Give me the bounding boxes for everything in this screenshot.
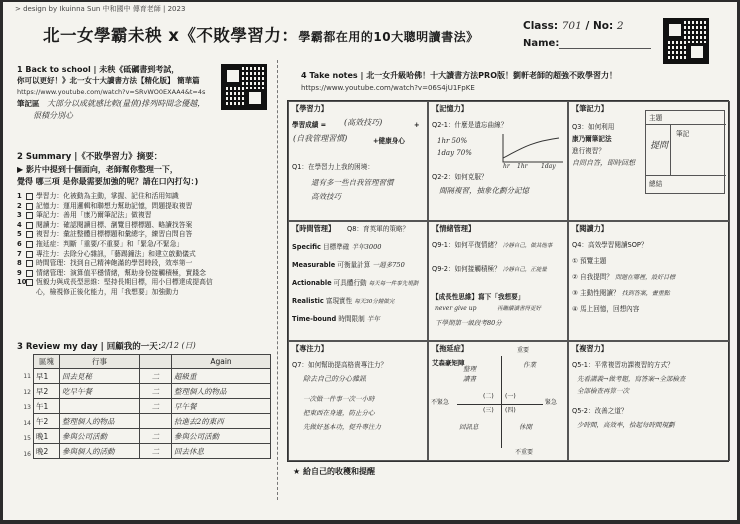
checkbox[interactable] — [26, 231, 33, 238]
checkbox[interactable] — [26, 212, 33, 219]
question: Q3：如何利用 — [572, 123, 615, 131]
cell-again[interactable]: 參與公司活動 — [172, 429, 271, 444]
smart-desc: 富現實性 — [325, 297, 353, 305]
checklist-item — [17, 202, 275, 212]
growth-handwritten-3: 再繼續讀書得更好 — [497, 306, 542, 312]
cell-mark[interactable]: 二 — [140, 399, 172, 414]
question-bold: 康乃爾筆記法 — [572, 135, 612, 143]
item-number: 5 — [17, 230, 22, 239]
item-text: 記憶力：運用邏輯和聯想力幫助記憶，問題提取複習 — [36, 201, 193, 210]
curve-note-2: 1day 70% — [437, 149, 472, 157]
cell-learning — [288, 101, 428, 221]
cell-task[interactable]: 參與個人的活動 — [60, 444, 140, 459]
notes-grid — [287, 100, 729, 462]
handwritten-note-2: 很積分別心 — [33, 111, 73, 120]
section2-title: 2 Summary |《不敗學習力》摘要： — [17, 152, 163, 162]
axis-right: 緊急 — [545, 399, 558, 406]
cornell-summary-line — [646, 175, 726, 176]
item-text: 拖延症：判斷「重要/不重要」和「緊急/不緊急」 — [36, 239, 184, 248]
section1-url: https://www.youtube.com/watch?v=SRvWO0EXAA4&t=4s — [17, 88, 206, 96]
checklist-item — [17, 192, 275, 202]
row-number: 13 — [23, 404, 31, 412]
row-number: 14 — [23, 419, 31, 427]
item-number: 2 — [17, 201, 22, 210]
question-line-2: 覺得 哪三項 是你最需要加強的呢？請在口內打勾：) — [17, 177, 199, 186]
smart-handwritten: 半年 — [366, 315, 380, 323]
qr-code-icon — [221, 64, 267, 110]
item-text: 專注力：去除分心雜訊，「藝踢鐘法」和建立啟動儀式 — [36, 249, 196, 258]
formula-health: +健康身心 — [373, 137, 405, 145]
question: Q8：育英軍的策略？ — [347, 225, 410, 233]
review-date: 2/12 (日) — [161, 341, 196, 350]
checklist-item — [17, 278, 275, 288]
cell-review — [568, 341, 730, 461]
checkbox[interactable] — [26, 279, 33, 286]
axis-top: 重要 — [517, 347, 530, 354]
quadrant-note: 作業 — [523, 361, 536, 369]
cell-block: 早1 — [34, 369, 60, 384]
page-title — [43, 22, 479, 46]
axis-left: 不緊急 — [431, 399, 450, 406]
item-number: 7 — [17, 249, 22, 258]
cornell-label: 筆記 — [676, 130, 690, 138]
cell-title: 【閱讀力】 — [572, 224, 608, 233]
table-row — [34, 429, 271, 444]
row-number: 15 — [23, 435, 31, 443]
question: Q2-1：什麼是遺忘曲線？ — [432, 121, 508, 129]
checkbox[interactable] — [26, 203, 33, 210]
smart-handwritten: 每天每一件事先規劃 — [368, 281, 419, 287]
review-table — [33, 354, 271, 459]
answer-handwritten: 把東西在身邊，防止分心 — [303, 409, 375, 417]
reading-step: 馬上回憶，回想內容 — [580, 305, 640, 313]
cell-block: 早2 — [34, 384, 60, 399]
reading-step: 預覽主題 — [580, 257, 607, 265]
growth-handwritten-2: 下學期第一級段考80分 — [435, 319, 502, 327]
quadrant-label: (三) — [483, 407, 494, 414]
cell-block: 午1 — [34, 399, 60, 414]
cell-title: 【時間管理】 — [292, 224, 336, 233]
title-main: 北一女學霸未秧 x《不敗學習力： — [43, 26, 299, 45]
cell-emotion — [428, 221, 568, 341]
question: Q9-2：如何接觸積極？ — [432, 265, 501, 273]
axis-bottom: 不重要 — [515, 449, 534, 456]
section4-url: https://www.youtube.com/watch?v=06S4jU1FpKE — [301, 84, 475, 92]
question-line-1: ▶ 影片中提到十個面向，老師幫你整理一下， — [17, 165, 178, 174]
class-label: Class: — [523, 20, 559, 32]
smart-key: Specific — [292, 243, 321, 251]
item-number: 8 — [17, 259, 22, 268]
cell-block: 晚2 — [34, 444, 60, 459]
checkbox[interactable] — [26, 270, 33, 277]
cornell-handwritten: 提問 — [650, 141, 669, 151]
column-divider — [277, 60, 278, 500]
cornell-label: 主題 — [649, 114, 663, 122]
section1-subtitle: 你可以更好！》北一女十大讀書方法【精化版】 簡華篇 — [17, 76, 200, 85]
checkbox[interactable] — [26, 222, 33, 229]
cornell-divider — [670, 125, 671, 175]
quadrant-label: (二) — [483, 393, 494, 400]
item-number: 4 — [17, 220, 22, 229]
reading-step: 主動性閱讀？ — [580, 289, 620, 297]
curve-note: 1hr 50% — [437, 137, 468, 145]
item-text: 複習力：彙註整體目標標題和彙總字，練習自問自答 — [36, 230, 193, 239]
cell-task[interactable]: 回去見秘 — [60, 369, 140, 384]
answer-handwritten: 還有多一些自我管理習慣 — [311, 178, 394, 187]
cell-block: 午2 — [34, 414, 60, 429]
table-row — [34, 444, 271, 459]
cell-mark[interactable]: 二 — [140, 444, 172, 459]
cell-mark[interactable]: 二 — [140, 429, 172, 444]
no-value: 2 — [616, 20, 624, 32]
table-row — [34, 399, 271, 414]
item-number: 6 — [17, 239, 22, 248]
design-credit: > design by Ikuinna Sun 中和國中 傳育老師 | 2023 — [15, 5, 186, 13]
table-row — [34, 369, 271, 384]
item-text: 筆記力：善用「康乃爾筆記法」做複習 — [36, 211, 152, 220]
notes-label: 筆記區 — [17, 99, 40, 108]
checkbox[interactable] — [26, 193, 33, 200]
name-label: Name: — [523, 38, 560, 49]
quadrant-label: (四) — [505, 407, 516, 414]
cell-again[interactable]: 早午餐 — [172, 399, 271, 414]
formula-part: 學習成績 = — [292, 121, 327, 129]
smart-desc: 目標準確 — [323, 243, 350, 251]
formula-plus: + — [414, 121, 420, 129]
checklist-item-continued — [17, 288, 275, 298]
cell-title: 【記憶力】 — [432, 104, 468, 113]
smart-handwritten: 每天30分鐘做完 — [354, 299, 395, 305]
question: Q2-2：如何克服？ — [432, 173, 488, 181]
row-number: 12 — [23, 388, 31, 396]
row-numbers — [19, 369, 31, 463]
cornell-box — [645, 110, 725, 194]
checklist-item — [17, 230, 275, 240]
formula-handwritten-2: (自我管理習慣) — [293, 134, 348, 143]
answer-handwritten: 自問自答，即時回想 — [572, 159, 635, 167]
smart-desc: 時間限制 — [338, 315, 365, 323]
item-text: 恆毅力與成長型思維：堅持長期目標，用小目標達成提高信 — [36, 278, 213, 287]
growth-mindset-title: 【成長性思維】寫下「我想要」 — [432, 293, 525, 301]
answer-handwritten-2: 高效技巧 — [311, 192, 341, 201]
question: Q5-1：平常複習功課複習的方式？ — [572, 361, 674, 369]
answer-handwritten: 全部檢查再算一次 — [577, 387, 629, 395]
header-block: 區塊 — [34, 355, 60, 369]
cell-task[interactable]: 參與公司活動 — [60, 429, 140, 444]
cornell-label: 總結 — [649, 180, 663, 188]
checklist-item — [17, 221, 275, 231]
row-number: 16 — [23, 450, 31, 458]
question: 進行複習？ — [572, 147, 605, 155]
item-text: 閱讀力：確認閱讀目標、瀏覽目標標題、略讀找答案 — [36, 220, 193, 229]
cell-task[interactable]: 整理個人的物品 — [60, 414, 140, 429]
checkbox[interactable] — [26, 251, 33, 258]
checklist-item — [17, 240, 275, 250]
cell-procrastination — [428, 341, 568, 461]
item-text: 情緒管理：演算值平穩情緒，幫助身份接觸積極，實踐念 — [36, 268, 206, 277]
axis-label: 1day — [541, 163, 556, 170]
cell-again[interactable]: 整理個人的物品 — [172, 384, 271, 399]
answer-handwritten: 間隔複習，抽象化劃分記憶 — [439, 186, 529, 195]
reading-step: 自我提問？ — [580, 273, 613, 281]
matrix-y-axis — [501, 356, 502, 448]
class-number-field — [523, 20, 624, 32]
matrix-title: 艾森豪矩陣 — [432, 359, 465, 367]
quadrant-note: 休閒 — [519, 423, 532, 431]
cell-title: 【學習力】 — [292, 104, 328, 113]
row-number: 11 — [23, 373, 31, 380]
question: Q5-2：改善之道？ — [572, 407, 628, 415]
header-blank — [140, 355, 172, 369]
table-header-row — [34, 355, 271, 369]
section2-question — [17, 164, 272, 188]
item-text: 心，檢視修正後化能力，用「我想要」加強動力 — [36, 287, 179, 296]
axis-label: hr — [503, 163, 510, 170]
item-number: 3 — [17, 211, 22, 220]
checklist-item — [17, 211, 275, 221]
header-task: 行事 — [60, 355, 140, 369]
reading-handwritten: 找到答案，畫重點 — [621, 290, 670, 297]
checklist — [17, 192, 275, 298]
reflection-footer: ★ 給自己的收穫和提醒 — [293, 467, 375, 476]
smart-key: Measurable — [292, 261, 336, 269]
quadrant-label: (一) — [505, 393, 516, 400]
question: Q1：在學習力上我的困境： — [292, 163, 374, 171]
cell-mark[interactable]: 二 — [140, 369, 172, 384]
name-line — [559, 48, 651, 49]
section1-title: 1 Back to school | 未秧《砥礪書到考試， — [17, 65, 180, 74]
question: Q9-1：如何平復情緒？ — [432, 241, 501, 249]
quadrant-note: 整理 — [463, 365, 476, 373]
cell-again[interactable]: 超級重 — [172, 369, 271, 384]
answer-handwritten: 少時間，高效率，拾起每時間規劃 — [577, 421, 675, 429]
class-value: 701 — [561, 20, 582, 32]
cell-reading: 【閱讀力】 Q4：高效學習閱讀SOP？ ① 預覽主題 ② 自我提問？ 問題在哪裡，設好目標 ③ 主動性閱讀？ 找到答案，畫重點 ④ 馬上回憶，回想內容 — [568, 221, 730, 341]
table-row — [34, 414, 271, 429]
cell-again[interactable]: 拾進去2的東西 — [172, 414, 271, 429]
smart-key: Time-bound — [292, 315, 337, 323]
checklist-item — [17, 259, 275, 269]
smart-key: Realistic — [292, 297, 324, 305]
checklist-item — [17, 269, 275, 279]
cell-mark[interactable]: 二 — [140, 384, 172, 399]
answer-handwritten: 先做好基本功，提升專注力 — [303, 423, 381, 431]
table-row — [34, 384, 271, 399]
checkbox[interactable] — [26, 241, 33, 248]
checklist-item — [17, 250, 275, 260]
formula-handwritten: (高效技巧) — [344, 118, 383, 127]
no-label: / No: — [585, 20, 614, 32]
cell-mark[interactable] — [140, 414, 172, 429]
cell-title: 【情緒管理】 — [432, 224, 476, 233]
smart-handwritten: 一週多750 — [372, 261, 405, 269]
item-number: 10 — [17, 278, 27, 287]
cell-title: 【專注力】 — [292, 344, 328, 353]
cell-time-management — [288, 221, 428, 341]
cell-again[interactable]: 回去休息 — [172, 444, 271, 459]
header-again: Again — [172, 355, 271, 369]
smart-handwritten: 半年3000 — [351, 243, 382, 251]
cell-title: 【複習力】 — [572, 344, 608, 353]
cell-title: 【筆記力】 — [572, 104, 608, 113]
cell-task[interactable] — [60, 399, 140, 414]
growth-handwritten: never give up — [435, 305, 477, 312]
smart-desc: 可具體行動 — [333, 279, 367, 287]
item-number: 9 — [17, 268, 22, 277]
cell-task[interactable]: 吃早午餐 — [60, 384, 140, 399]
smart-key: Actionable — [292, 279, 332, 287]
smart-desc: 可衡量計算 — [337, 261, 371, 269]
quadrant-note: 讀書 — [463, 375, 476, 383]
item-text: 時間管理：找到自己精神飽滿的學習時段，效率第一 — [36, 259, 193, 268]
answer-handwritten: 冷靜自己，正能量 — [502, 267, 547, 273]
worksheet — [3, 2, 737, 520]
matrix-x-axis — [457, 404, 543, 405]
axis-label: 1hr — [517, 163, 528, 170]
section4-title: 4 Take notes | 北一女升級哈佛！十大讀書方法PRO版！劉軒老師的超強不敗學習力！ — [301, 71, 618, 80]
cell-focus — [288, 341, 428, 461]
reading-handwritten: 問題在哪裡，設好目標 — [615, 274, 676, 281]
answer-handwritten: 一次做一件事一次一小時 — [303, 395, 375, 403]
answer-handwritten: 除去自己的分心雜訊 — [303, 375, 366, 383]
question: Q4：高效學習閱讀SOP？ — [572, 241, 648, 249]
item-number: 1 — [17, 192, 22, 200]
answer-handwritten: 先看講義→做考題，寫答案→全部檢查 — [577, 375, 686, 383]
section3-title: 3 Review my day | 回顧我的一天： — [17, 342, 167, 352]
checkbox[interactable] — [26, 260, 33, 267]
title-sub: 學霸都在用的10大聰明讀書法》 — [298, 30, 479, 44]
cell-block: 晚1 — [34, 429, 60, 444]
item-text: 學習力：化被動為主動，掌握、記住和活用知識 — [36, 192, 179, 200]
qr-code-icon — [663, 18, 709, 64]
answer-handwritten: 冷靜自己，做其他事 — [502, 243, 553, 249]
question: Q7：如何幫助提高格貴專注力？ — [292, 361, 388, 369]
quadrant-note: 回訊息 — [459, 423, 479, 431]
cell-title: 【拖延症】 — [432, 344, 468, 353]
cell-memory — [428, 101, 568, 221]
cell-notes — [568, 101, 730, 221]
handwritten-note: 大部分以成就感比較(量值)排列時間念優越， — [47, 99, 206, 108]
